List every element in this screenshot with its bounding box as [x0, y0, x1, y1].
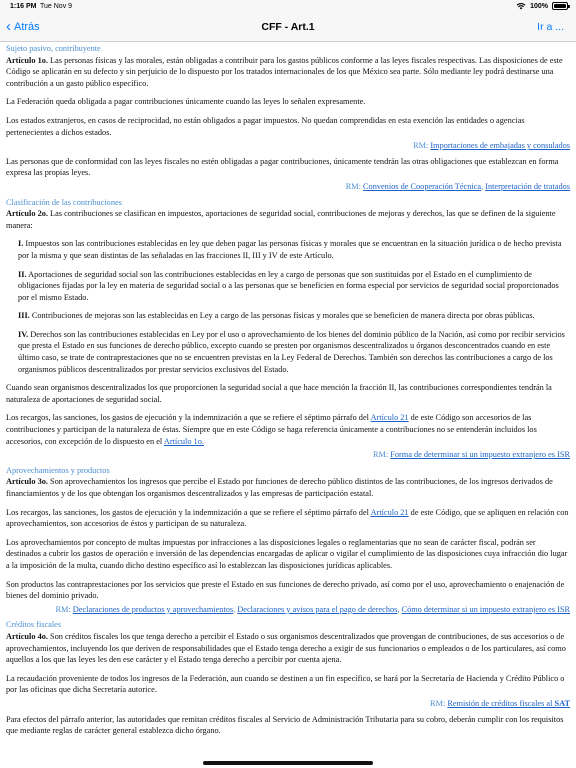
fraction-ii: [6, 269, 570, 304]
link-sat-text: SAT: [554, 698, 570, 708]
article-2-text: Las contribuciones se clasifican en impuestos, aportaciones de seguridad social, contribuciones de mejoras y derechos, las que se definen de la siguiente manera:: [6, 209, 556, 230]
text-segment: de este Código, que se apliquen en relación con aprovechamientos, son accesorios de éstos y participan de su naturaleza.: [6, 507, 569, 529]
section-heading-creditos-fiscales: Créditos fiscales: [6, 620, 62, 630]
rm-reference-5: [6, 698, 570, 710]
fraction-ii-label: II.: [18, 269, 27, 279]
rm-label: RM:: [345, 181, 364, 191]
section-heading-aprovechamientos: Aprovechamientos y productos: [6, 465, 110, 475]
article-4-label: Artículo 4o.: [6, 631, 48, 641]
link-declaraciones-productos[interactable]: Declaraciones de productos y aprovechamientos: [72, 604, 234, 614]
link-articulo-1o[interactable]: Artículo 1o.: [163, 436, 204, 446]
link-forma-determinar-isr[interactable]: Forma de determinar si un impuesto extranjero es ISR: [390, 450, 570, 460]
link-remision-text: Remisión de créditos fiscales al: [447, 698, 555, 708]
status-date: Tue Nov 9: [40, 3, 73, 10]
rm-reference-3: [6, 449, 570, 461]
rm-separator: ,: [397, 604, 402, 614]
rm-label: RM:: [413, 141, 431, 151]
link-como-determinar-isr[interactable]: Cómo determinar si un impuesto extranjero es ISR: [401, 604, 570, 614]
back-label: Atrás: [14, 20, 40, 33]
chevron-left-icon: ‹: [6, 18, 11, 35]
text-segment: Los recargos, las sanciones, los gastos de ejecución y la indemnización a que se refiere el séptimo párrafo del: [6, 507, 371, 517]
fraction-ii-text: Aportaciones de seguridad social son las contribuciones establecidas en ley a cargo de personas que son sustituidas por el Estado en el cumplimiento de obligaciones fijadas por la ley en materia de seguridad social o a las personas que se beneficien en forma especial por servicios de seguridad social proporcionados por el mismo Estado.: [18, 269, 559, 302]
status-time: 1:16 PM: [10, 3, 37, 10]
article-2-label: Artículo 2o.: [6, 209, 48, 219]
rm-reference-1: [6, 140, 570, 152]
battery-percent: 100%: [530, 2, 548, 10]
battery-icon: [552, 2, 568, 10]
article-content[interactable]: [0, 42, 576, 763]
fraction-iv: [6, 329, 570, 375]
paragraph-efectos-parrafo-anterior: Para efectos del párrafo anterior, las autoridades que remitan créditos fiscales al Servicio de Administración Tributaria para su cobro, deberán cumplir con los requisitos que mediante reglas de carácter general establezca dicho órgano.: [6, 714, 564, 736]
article-3-paragraph: [6, 476, 570, 499]
fraction-iii: [6, 310, 570, 322]
paragraph-productos: Son productos las contraprestaciones por los servicios que preste el Estado en sus funciones de derecho privado, así como por el uso, aprovechamiento o enajenación de bienes del dominio privado.: [6, 579, 565, 601]
status-bar: [0, 0, 576, 14]
home-indicator[interactable]: [203, 761, 373, 765]
article-1-text: Las personas físicas y las morales, están obligadas a contribuir para los gastos públicos conforme a las leyes fiscales respectivas. Las disposiciones de este Código se aplicarán en su defecto y sin perjuicio de lo dispuesto por los tratados internacionales de los que México sea parte. Sólo mediante ley podrá destinarse una contribución a un gasto público específico.: [6, 55, 563, 88]
rm-label: RM:: [55, 604, 73, 614]
rm-reference-4: [6, 604, 570, 616]
fraction-iv-text: Derechos son las contribuciones establecidas en Ley por el uso o aprovechamiento de los bienes del dominio público de la Nación, así como por recibir servicios que presta el Estado en sus funciones de derecho público, excepto cuando se presten por organismos descentralizados u órganos desconcentrados cuando en este último caso, se trate de contraprestaciones que no se encuentren previstas en la Ley Federal de Derechos. También son derechos las contribuciones a cargo de los organismos públicos descentralizados por prestar servicios exclusivos del Estado.: [18, 329, 565, 374]
link-remision-creditos[interactable]: [447, 699, 570, 708]
section-heading-sujeto-pasivo: Sujeto pasivo, contribuyente: [6, 44, 101, 53]
go-to-button[interactable]: Ir a ...: [537, 21, 564, 33]
fraction-i-label: I.: [18, 239, 24, 249]
paragraph-recaudacion: La recaudación proveniente de todos los ingresos de la Federación, aun cuando se destinen a un fin específico, se hará por la Secretaría de Hacienda y Crédito Público o por las oficinas que dicha Secretaría autorice.: [6, 673, 565, 695]
rm-separator: ,: [233, 604, 238, 614]
article-1-paragraph: [6, 55, 570, 90]
link-importaciones-embajadas[interactable]: Importaciones de embajadas y consulados: [430, 141, 570, 151]
text-segment: Los recargos, las sanciones, los gastos de ejecución y la indemnización a que se refiere el séptimo párrafo del: [6, 413, 371, 423]
paragraph-multas: Los aprovechamientos por concepto de multas impuestas por infracciones a las disposiciones legales o reglamentarias que no sean de carácter fiscal, podrán ser destinados a cubrir los gastos de operación e inversión de las dependencias encargadas de aplicar o vigilar el cumplimiento de las disposiciones cuya infracción dio lugar a la imposición de la multa, cuando dicho destino específico así lo establezcan las disposiciones jurídicas aplicables.: [6, 537, 568, 570]
page-title: CFF - Art.1: [261, 21, 315, 33]
paragraph-organismos-descentralizados: Cuando sean organismos descentralizados los que proporcionen la seguridad social a que hace mención la fracción II, las contribuciones correspondientes tendrán la naturaleza de aportaciones de seguridad social.: [6, 383, 552, 404]
article-1-label: Artículo 1o.: [6, 55, 48, 65]
paragraph-recargos-accesorios: [6, 412, 570, 447]
article-4-text: Son créditos fiscales los que tenga derecho a percibir el Estado o sus organismos descentralizados que provengan de contribuciones, de sus accesorios o de aprovechamientos, incluyendo los que deriven de responsabilidades que el Estado tenga derecho a exigir de sus funcionarios o empleados o de los particulares, así como aquellos a los que las leyes les den ese carácter y el Estado tenga derecho a percibir por cuenta ajena.: [6, 631, 566, 665]
rm-separator: ,: [481, 181, 486, 191]
article-2-paragraph: [6, 208, 570, 231]
paragraph-estados-extranjeros: Los estados extranjeros, en casos de reciprocidad, no están obligados a pagar impuestos. No quedan comprendidas en esta exención las entidades o agencias pertenecientes a dichos estados.: [6, 115, 525, 137]
text-segment: de este Código son accesorios de las contribuciones y participan de la naturaleza de éstas. Siempre que en este Código se haga referencia únicamente a contribuciones no se entenderán incluidos los accesorios, con excepción de lo dispuesto en el: [6, 413, 537, 446]
status-right: [516, 2, 568, 10]
fraction-iii-text: Contribuciones de mejoras son las establecidas en Ley a cargo de las personas físicas y morales que se beneficien de manera directa por obras públicas.: [29, 311, 535, 321]
link-articulo-21[interactable]: Artículo 21: [370, 507, 409, 517]
rm-reference-2: [6, 181, 570, 193]
link-declaraciones-avisos[interactable]: Declaraciones y avisos para el pago de derechos: [237, 604, 398, 614]
wifi-icon: [516, 2, 526, 10]
link-interpretacion-tratados[interactable]: Interpretación de tratados: [485, 181, 570, 191]
navigation-bar: [0, 14, 576, 42]
rm-label: RM:: [372, 450, 391, 460]
fraction-iv-label: IV.: [18, 329, 29, 339]
section-heading-clasificacion: Clasificación de las contribuciones: [6, 197, 122, 207]
article-4-paragraph: [6, 631, 570, 666]
paragraph-federacion: La Federación queda obligada a pagar contribuciones únicamente cuando las leyes lo señalen expresamente.: [6, 97, 366, 107]
fraction-i-text: Impuestos son las contribuciones establecidas en ley que deben pagar las personas físicas y morales que se encuentran en la situación jurídica o de hecho prevista por la misma y que sean distintas de las señaladas en las fracciones II, III y IV de este Artículo.: [18, 239, 562, 260]
link-articulo-21[interactable]: Artículo 21: [370, 413, 409, 423]
article-3-label: Artículo 3o.: [6, 477, 48, 487]
article-3-text: Son aprovechamientos los ingresos que percibe el Estado por funciones de derecho público distintos de las contribuciones, de los ingresos derivados de financiamientos y de los que obtengan los organismos descentralizados y las empresas de participación estatal.: [6, 477, 553, 498]
paragraph-recargos-aprovechamientos: [6, 507, 570, 530]
rm-label: RM:: [430, 698, 448, 708]
fraction-iii-label: III.: [18, 311, 30, 321]
paragraph-no-obligadas: Las personas que de conformidad con las leyes fiscales no estén obligadas a pagar contribuciones, únicamente tendrán las otras obligaciones que establezcan en forma expresa las propias leyes.: [6, 156, 559, 178]
fraction-i: [6, 238, 570, 261]
link-convenios-cooperacion[interactable]: Convenios de Cooperación Técnica: [363, 181, 482, 191]
